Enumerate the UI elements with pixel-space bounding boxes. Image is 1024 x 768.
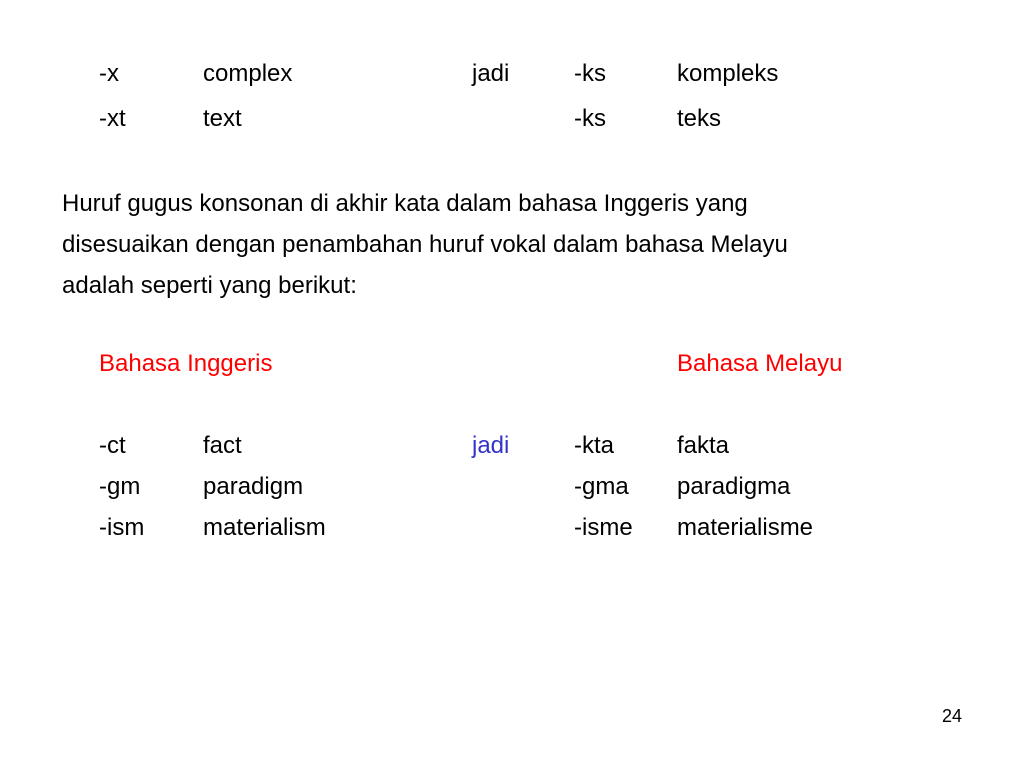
malay-word: fakta [677, 432, 730, 459]
table-row [0, 103, 1024, 135]
paragraph-line: adalah seperti yang berikut: [62, 272, 357, 299]
table-row [0, 471, 1024, 503]
malay-word: materialisme [677, 514, 814, 541]
malay-suffix: -ks [574, 105, 606, 132]
english-word: fact [203, 432, 242, 459]
connector-word: jadi [472, 432, 510, 459]
table-row [0, 430, 1024, 462]
english-word: materialism [203, 514, 326, 541]
table-row [0, 512, 1024, 544]
malay-suffix: -kta [574, 432, 615, 459]
english-suffix: -x [99, 60, 119, 87]
malay-suffix: -ks [574, 60, 606, 87]
english-suffix: -ct [99, 432, 126, 459]
table-row [0, 58, 1024, 90]
connector-word: jadi [472, 60, 510, 87]
english-word: paradigm [203, 473, 304, 500]
english-word: complex [203, 60, 293, 87]
english-suffix: -xt [99, 105, 126, 132]
malay-word: paradigma [677, 473, 791, 500]
header-english: Bahasa Inggeris [99, 350, 273, 377]
column-headers [0, 348, 1024, 380]
english-suffix: -ism [99, 514, 145, 541]
paragraph-line: Huruf gugus konsonan di akhir kata dalam bahasa Inggeris yang [62, 190, 748, 217]
page-number: 24 [941, 706, 962, 726]
malay-word: teks [677, 105, 722, 132]
malay-word: kompleks [677, 60, 779, 87]
header-malay: Bahasa Melayu [677, 350, 843, 377]
english-suffix: -gm [99, 473, 141, 500]
malay-suffix: -gma [574, 473, 629, 500]
english-word: text [203, 105, 242, 132]
explanation-paragraph [62, 183, 982, 306]
malay-suffix: -isme [574, 514, 633, 541]
paragraph-line: disesuaikan dengan penambahan huruf vokal dalam bahasa Melayu [62, 231, 788, 258]
